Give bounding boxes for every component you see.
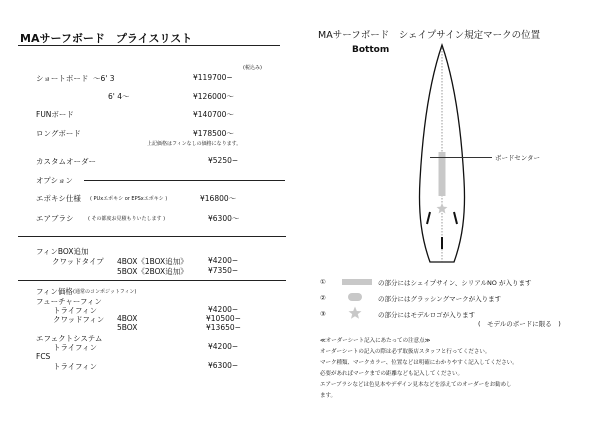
order-note-5: ます。: [320, 393, 337, 399]
effect-tri-label: トライフィン: [53, 343, 97, 352]
order-note-2: マーク種類、マークカラー、位置などは明確にわかりやすく記入してください。: [320, 360, 518, 366]
order-note-3: 必要があればマークまでの距離なども記入してください。: [320, 371, 464, 377]
legend-2-num: ②: [320, 294, 326, 302]
shortboard-price-1: ¥119700−: [193, 73, 233, 82]
longboard-price: ¥178500〜: [193, 129, 234, 138]
airbrush-label: エアブラシ: [36, 214, 74, 223]
future-tri-label: トライフィン: [53, 306, 97, 315]
airbrush-detail: ( その都度お見積もりいたします ): [88, 216, 166, 222]
future-quad-desc-1: 4BOX: [117, 314, 138, 323]
legend-1-text: の部分にはシェイプサイン、シリアルNO が入ります: [378, 279, 532, 287]
shortboard-price-2: ¥126000〜: [193, 92, 234, 101]
title-underline: [18, 45, 280, 46]
future-quad-price-2: ¥13650−: [206, 323, 241, 332]
fin-price-note: (通常のコンポジットフィン): [73, 289, 137, 295]
board-center-leader: [430, 157, 492, 158]
effect-system-label: エフェクトシステム: [36, 334, 103, 343]
fin-box-label: フィンBOX追加: [36, 247, 89, 256]
section-divider-2: [18, 280, 286, 281]
shape-sign-title: MAサーフボード シェイプサイン規定マークの位置: [318, 30, 541, 41]
fin-box-type: クワッドタイプ: [52, 257, 104, 266]
legend-2-text: の部分にはグラッシングマークが入ります: [378, 295, 502, 303]
legend-3-sub: ( モデルのボードに限る ): [478, 320, 561, 328]
custom-order-price: ¥5250−: [208, 156, 239, 165]
epoxy-detail: ( PUxエポキシ or EPSxエポキシ ): [90, 196, 168, 202]
fcs-tri-price: ¥6300−: [208, 361, 239, 370]
bottom-label: Bottom: [352, 45, 390, 55]
legend-2-swatch: [348, 293, 362, 301]
airbrush-price: ¥6300〜: [208, 214, 240, 223]
custom-order-label: カスタムオーダー: [36, 157, 96, 166]
funboard-price: ¥140700〜: [193, 110, 234, 119]
epoxy-label: エポキシ仕様: [36, 194, 81, 203]
tax-note: (税込み): [243, 65, 262, 71]
board-center-label: ボードセンター: [495, 154, 541, 162]
future-quad-label: クワッドフィン: [53, 315, 105, 324]
effect-tri-price: ¥4200−: [208, 342, 239, 351]
future-tri-price: ¥4200−: [208, 305, 239, 314]
shortboard-label: ショートボード: [36, 74, 89, 83]
options-label: オプション: [36, 176, 73, 185]
fin-excluded-note: 上記価格はフィンなしの価格になります。: [147, 141, 242, 147]
fcs-tri-label: トライフィン: [53, 362, 97, 371]
order-notes-heading: ≪オーダーシート記入にあたっての注意点≫: [320, 338, 431, 344]
legend-3-num: ③: [320, 310, 326, 318]
fin-box-desc-2: 5BOX《2BOX追加》: [117, 267, 188, 276]
legend-3-text: の部分にはモデルロゴが入ります: [378, 311, 476, 319]
legend-1-swatch: [342, 279, 372, 285]
funboard-label: FUNボード: [36, 110, 74, 119]
options-rule: [84, 180, 285, 181]
longboard-label: ロングボード: [36, 129, 81, 138]
fin-box-desc-1: 4BOX《1BOX追加》: [117, 257, 188, 266]
shortboard-size-1: 〜6' 3: [93, 74, 115, 83]
section-divider-1: [18, 236, 286, 237]
fin-box-price-2: ¥7350−: [208, 266, 239, 275]
price-list-title: MAサーフボード プライスリスト: [20, 32, 193, 45]
fcs-label: FCS: [36, 352, 51, 361]
legend-star-icon: [348, 306, 362, 320]
future-quad-price-1: ¥10500−: [206, 314, 241, 323]
fin-box-price-1: ¥4200−: [208, 256, 239, 265]
order-note-1: オーダーシートの記入の際は必ず取扱店スタッフと行ってください。: [320, 349, 491, 355]
legend-1-num: ①: [320, 278, 326, 286]
surfboard-diagram: [400, 40, 500, 265]
future-quad-desc-2: 5BOX: [117, 323, 138, 332]
future-fin-label: フューチャーフィン: [36, 297, 102, 306]
shortboard-size-2: 6' 4〜: [108, 92, 130, 101]
epoxy-price: ¥16800〜: [200, 194, 237, 203]
order-note-4: エアーブラシなどは色見本やデザイン見本などを添えてのオーダーをお勧めし: [320, 382, 512, 388]
shape-sign-mark: [439, 152, 446, 196]
fin-price-label: フィン価格: [36, 287, 73, 296]
